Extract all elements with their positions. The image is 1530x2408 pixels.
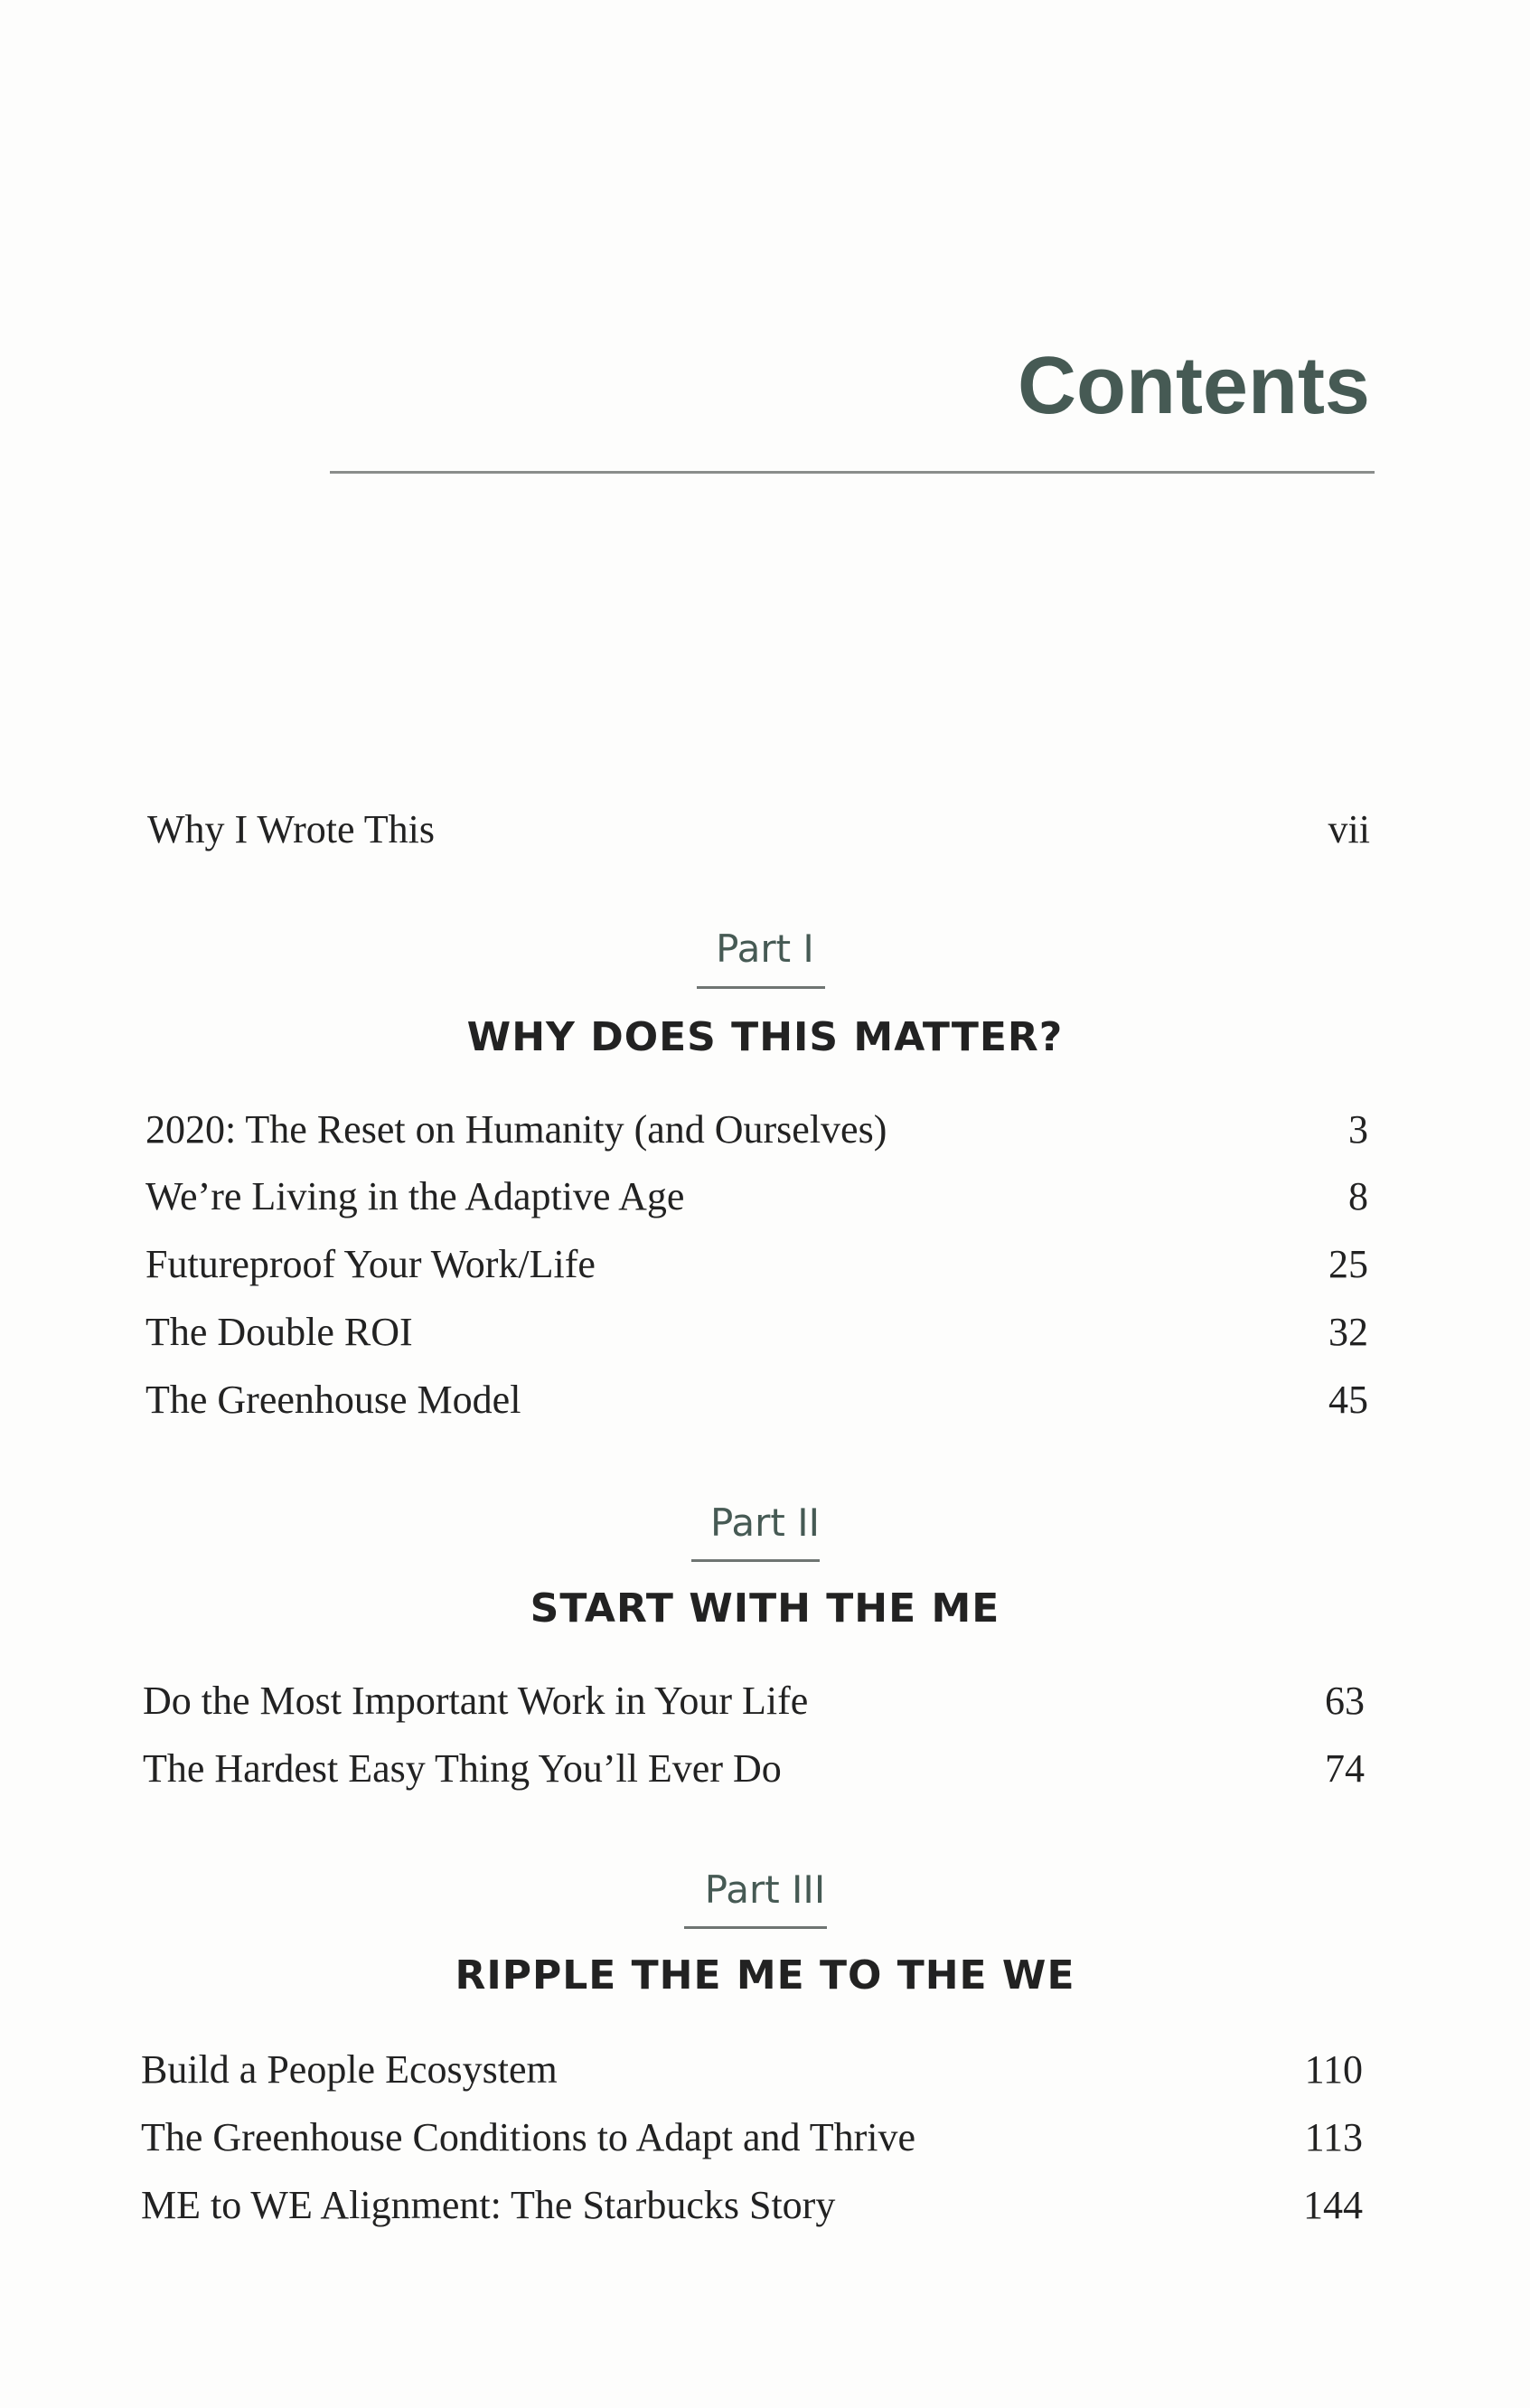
toc-entry[interactable] (141, 2111, 1363, 2165)
part-label: Part II (709, 1500, 821, 1545)
entry-title: The Hardest Easy Thing You’ll Ever Do (143, 1746, 782, 1791)
toc-entry[interactable] (143, 1742, 1365, 1796)
page-title: Contents (1018, 341, 1370, 431)
title-rule (330, 471, 1375, 474)
toc-entry[interactable] (145, 1170, 1368, 1224)
toc-entry[interactable] (141, 2178, 1363, 2233)
toc-entry[interactable] (141, 2043, 1363, 2097)
entry-title: The Greenhouse Conditions to Adapt and Thrive (141, 2115, 916, 2159)
entry-title: Why I Wrote This (147, 807, 435, 851)
entry-page: 144 (1303, 2183, 1363, 2227)
entry-page: vii (1328, 807, 1370, 851)
entry-page: 45 (1328, 1378, 1368, 1422)
entry-page: 113 (1304, 2115, 1363, 2159)
part-underline (697, 986, 825, 989)
entry-page: 74 (1325, 1746, 1365, 1791)
entry-page: 63 (1325, 1679, 1365, 1723)
toc-entry[interactable] (145, 1103, 1368, 1157)
entry-title: ME to WE Alignment: The Starbucks Story (141, 2183, 836, 2227)
entry-page: 110 (1304, 2047, 1363, 2092)
entry-page: 32 (1328, 1310, 1368, 1354)
toc-entry[interactable] (143, 1674, 1365, 1728)
entry-title: 2020: The Reset on Humanity (and Ourselves) (145, 1107, 887, 1152)
part-label: Part III (704, 1867, 826, 1912)
toc-entry[interactable] (145, 1373, 1368, 1427)
entry-page: 25 (1328, 1242, 1368, 1286)
part-underline (691, 1559, 820, 1562)
part-heading: START WITH THE ME (530, 1585, 1000, 1632)
part-heading: WHY DOES THIS MATTER? (466, 1014, 1064, 1060)
entry-title: Futureproof Your Work/Life (145, 1242, 596, 1286)
part-underline (684, 1926, 827, 1929)
part-label: Part I (716, 927, 814, 971)
entry-title: The Double ROI (145, 1310, 413, 1354)
toc-entry[interactable] (145, 1305, 1368, 1359)
entry-page: 8 (1348, 1174, 1368, 1218)
entry-title: We’re Living in the Adaptive Age (145, 1174, 685, 1218)
part-heading: RIPPLE THE ME TO THE WE (455, 1952, 1075, 1999)
entry-title: Do the Most Important Work in Your Life (143, 1679, 809, 1723)
entry-title: Build a People Ecosystem (141, 2047, 558, 2092)
toc-entry[interactable] (145, 1237, 1368, 1292)
toc-entry[interactable] (147, 803, 1370, 857)
entry-title: The Greenhouse Model (145, 1378, 521, 1422)
entry-page: 3 (1348, 1107, 1368, 1152)
